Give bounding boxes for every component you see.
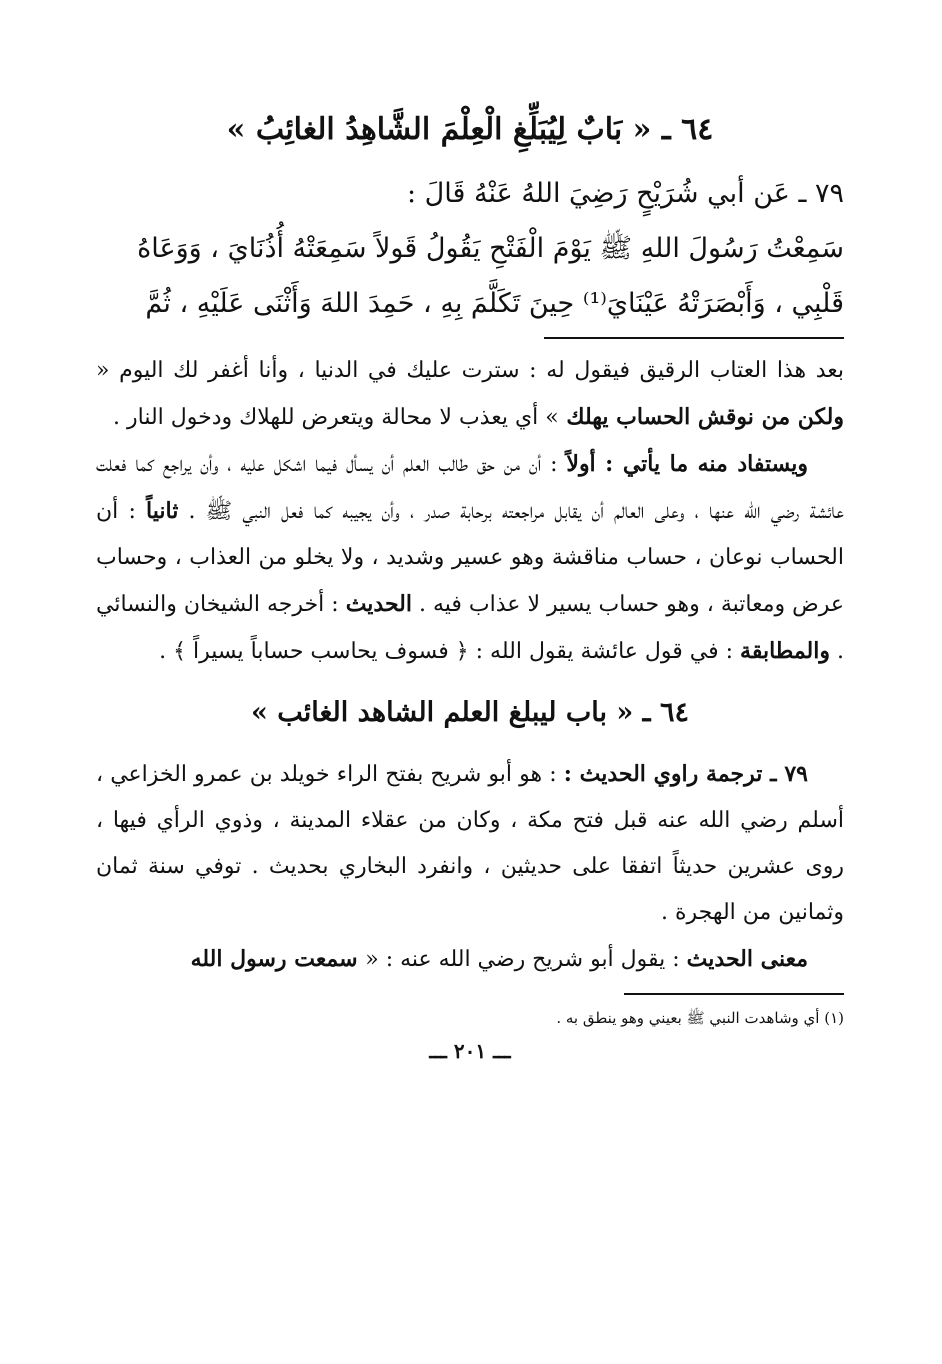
hadith-line: ٧٩ ـ عَن أبي شُرَيْحٍ رَضِيَ اللهُ عَنْهُ قَالَ : [406,178,844,209]
text-run: : أن الحساب نوعان ، حساب مناقشة وهو عسير وشديد ، ولا يخلو من العذاب ، وحساب عرض ومعاتبة ، وهو حساب يسير لا عذاب فيه . [96,499,845,617]
page-number: ـــ ٢٠١ ـــ [429,1039,511,1063]
hadith-line: قَلْبِي ، وَأَبْصَرَتْهُ عَيْنَايَ⁽¹⁾ حِينَ تَكَلَّمَ بِهِ ، حَمِدَ اللهَ وَأَثْنَى عَلَيْهِ ، ثُمَّ [145,288,844,319]
bold-heading: ٧٩ ـ ترجمة راوي الحديث : [563,761,808,787]
bold-heading: الحديث [345,591,412,617]
bold-heading: ويستفاد منه ما يأتي : أولاً [566,451,808,477]
book-page [96,110,844,1063]
bold-heading: والمطابقة [740,638,830,664]
text-run: » أي يعذب لا محالة ويتعرض للهلاك ودخول النار . [113,405,559,430]
hadith-line: سَمِعْتُ رَسُولَ اللهِ ﷺ يَوْمَ الْفَتْحِ يَقُولُ قَولاً سَمِعَتْهُ أُذُنَايَ ، وَوَعَاهُ [137,233,844,264]
text-run: : في قول عائشة يقول الله : ﴿ فسوف يحاسب حساباً يسيراً ﴾ . [159,639,741,664]
hadith-text [96,166,844,331]
biography [96,751,844,983]
text-run: : يقول أبو شريح رضي الله عنه : « [365,947,687,972]
text-run: بعد هذا العتاب الرقيق فيقول له : سترت عليك في الدنيا ، وأنا أغفر لك اليوم « [96,358,844,383]
bold-quote: سمعت رسول الله [190,946,366,972]
bold-heading: ثانياً [146,498,179,524]
chapter-title: ٦٤ ـ « بَابٌ لِيُبَلِّغِ الْعِلْمَ الشَّاهِدُ الغائِبُ » [226,112,714,147]
footnote-separator [624,993,844,995]
bold-heading: معنى الحديث [686,946,808,972]
commentary-paragraph [96,441,844,675]
text-run: : أخرجه الشيخان والنسائي . [96,592,844,664]
commentary [96,347,844,675]
commentary-paragraph [96,347,844,441]
footnote: (١) أي وشاهدت النبي ﷺ بعيني وهو ينطق به . [556,1009,844,1027]
text-run: : هو أبو شريح بفتح الراء خويلد بن عمرو الخزاعي ، أسلم رضي الله عنه قبل فتح مكة ، وكان من عقلاء المدينة ، وذوي الرأي فيها ، روى عشرين حديثاً اتفقا على حديثين ، وانفرد البخاري بحديث . توفي سنة ثمان وثمانين من الهجرة . [96,762,844,925]
text-run: : أن من حق طالب العلم أن يسأل فيما اشكل عليه ، وأن يراجع كما فعلت عائشة رضي الله عنها ، وعلى العالم أن يقابل مراجعته برحابة صدر ، وأن يجيبه كما فعل النبي ﷺ . [96,452,844,524]
bold-quote: ولكن من نوقش الحساب يهلك [558,404,844,430]
meaning-paragraph [96,936,844,983]
text-separator [544,337,844,339]
biography-paragraph [96,751,844,936]
chapter-title: ٦٤ ـ « باب ليبلغ العلم الشاهد الغائب » [251,697,689,728]
